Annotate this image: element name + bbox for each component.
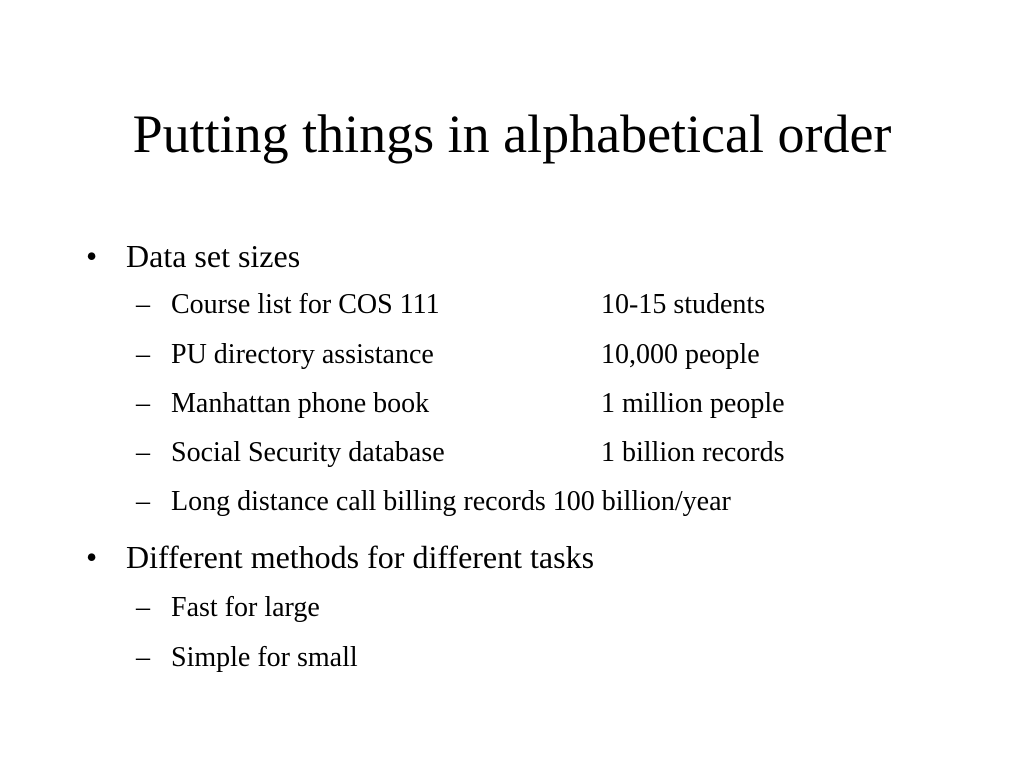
- bullet-marker: •: [86, 539, 98, 575]
- sub-bullet-text: Social Security database: [171, 437, 445, 468]
- sub-bullet-value: 10-15 students: [601, 289, 766, 320]
- dash-marker: –: [136, 437, 150, 468]
- dash-marker: –: [136, 289, 150, 320]
- sub-bullet-value: 1 billion records: [601, 437, 785, 468]
- sub-bullet-text: Course list for COS 111: [171, 289, 440, 320]
- bullet-text: Different methods for different tasks: [126, 539, 595, 575]
- dash-marker: –: [136, 642, 150, 673]
- dash-marker: –: [136, 486, 150, 517]
- sub-bullet-text: Fast for large: [171, 592, 320, 623]
- dash-marker: –: [136, 339, 150, 370]
- bullet-text: Data set sizes: [126, 238, 301, 274]
- dash-marker: –: [136, 592, 150, 623]
- slide-title: Putting things in alphabetical order: [132, 104, 892, 164]
- sub-bullet-text: Long distance call billing records 100 billion/year: [171, 486, 731, 517]
- sub-bullet-text: Manhattan phone book: [171, 388, 430, 419]
- sub-bullet-text: Simple for small: [171, 642, 358, 673]
- bullet-marker: •: [86, 238, 98, 274]
- dash-marker: –: [136, 388, 150, 419]
- sub-bullet-value: 1 million people: [601, 388, 785, 419]
- sub-bullet-text: PU directory assistance: [171, 339, 434, 370]
- sub-bullet-value: 10,000 people: [601, 339, 760, 370]
